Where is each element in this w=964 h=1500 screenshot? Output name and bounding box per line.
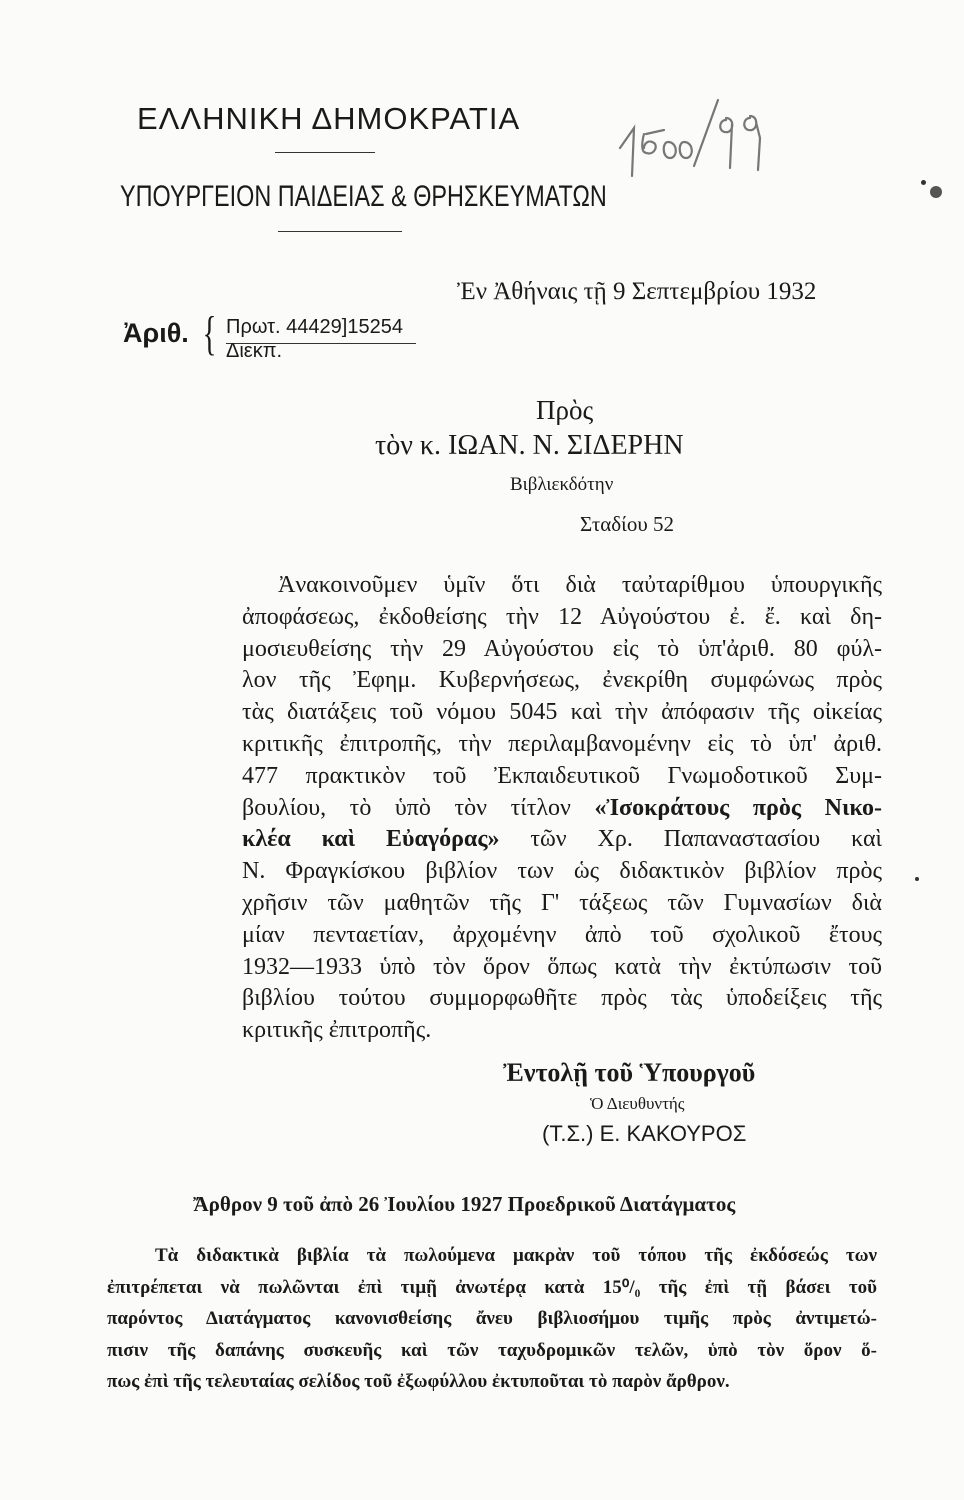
article-line: πισιν τῆς δαπάνης συσκευῆς καὶ τῶν ταχυδρομικῶν τελῶν, ὑπὸ τὸν ὅρον ὅ-	[107, 1339, 877, 1361]
book-title-part-2: κλέα καὶ Εὐαγόρας»	[242, 826, 500, 853]
body-line-with-title	[242, 824, 882, 856]
article-text	[107, 1240, 877, 1398]
reference-label: Ἀριθ.	[123, 318, 189, 348]
body-line: βιβλίου τούτου συμμορφωθῆτε πρὸς τὰς ὑποδείξεις τῆς	[242, 985, 882, 1012]
body-line: κριτικῆς ἐπιτροπῆς.	[242, 1017, 432, 1044]
body-line: χρῆσιν τῶν μαθητῶν τῆς Γ' τάξεως τῶν Γυμνασίων διὰ	[242, 889, 882, 916]
article-line: ἐπιτρέπεται νὰ πωλῶνται ἐπὶ τιμῇ ἀνωτέρᾳ κατὰ 15⁰/₀ τῆς ἐπὶ τῇ βάσει τοῦ	[107, 1276, 877, 1298]
director-title: Ὁ Διευθυντής	[590, 1094, 685, 1113]
body-text-segment: βουλίου, τὸ ὑπὸ τὸν τίτλον	[242, 794, 571, 821]
handwritten-file-number-drawing	[610, 78, 790, 178]
addressee-profession: Βιβλιεκδότην	[510, 474, 614, 495]
addressee-street: Σταδίου 52	[580, 512, 674, 536]
handwritten-file-number	[610, 78, 790, 178]
paper-speck	[915, 877, 919, 881]
body-line: μοσιευθείσης τὴν 29 Αὐγούστου εἰς τὸ ὑπ'ἀριθ. 80 φύλ-	[242, 635, 882, 662]
ministerial-order: Ἐντολῇ τοῦ Ὑπουργοῦ	[503, 1058, 756, 1087]
article-line: παρόντος Διατάγματος κανονισθείσης ἄνευ βιβλιοσήμου τιμῆς πρὸς ἀντιμετώ-	[107, 1308, 877, 1330]
addressee-name: τὸν κ. ΙΩΑΝ. Ν. ΣΙΔΕΡΗΝ	[375, 430, 684, 461]
body-line: 1932—1933 ὑπὸ τὸν ὅρον ὅπως κατὰ τὴν ἐκτύπωσιν τοῦ	[242, 953, 882, 980]
body-line: κριτικῆς ἐπιτροπῆς, τὴν περιλαμβανομένην εἰς τὸ ὑπ' ἀριθ.	[242, 730, 882, 757]
article-title: Ἄρθρον 9 τοῦ ἀπὸ 26 Ἰουλίου 1927 Προεδρικοῦ Διατάγματος	[193, 1192, 736, 1216]
protocol-number: Πρωτ. 44429]15254	[226, 316, 403, 338]
body-line: τὰς διατάξεις τοῦ νόμου 5045 καὶ τὴν ἀπόφασιν τῆς οἰκείας	[242, 699, 882, 726]
body-line: Ν. Φραγκίσκου βιβλίον των ὡς διδακτικὸν βιβλίον πρὸς	[242, 858, 882, 885]
article-line: πως ἐπὶ τῆς τελευταίας σελίδος τοῦ ἐξωφύλλου ἐκτυποῦται τὸ παρὸν ἄρθρον.	[107, 1371, 730, 1393]
paper-speck	[930, 186, 942, 198]
body-line: μίαν πενταετίαν, ἀρχομένην ἀπὸ τοῦ σχολικοῦ ἔτους	[242, 921, 882, 948]
body-line: 477 πρακτικὸν τοῦ Ἐκπαιδευτικοῦ Γνωμοδοτικοῦ Συμ-	[242, 762, 882, 789]
article-line: Τὰ διδακτικὰ βιβλία τὰ πωλούμενα μακρὰν τοῦ τόπου τῆς ἐκδόσεώς των	[155, 1245, 877, 1266]
body-line: Ἀνακοινοῦμεν ὑμῖν ὅτι διὰ ταὐταρίθμου ὑπουργικῆς	[278, 572, 882, 598]
republic-heading: ΕΛΛΗΝΙΚΗ ΔΗΜΟΚΡΑΤΙΑ	[137, 101, 521, 136]
body-line: λον τῆς Ἐφημ. Κυβερνήσεως, ἐνεκρίθη συμφώνως πρὸς	[242, 667, 882, 694]
book-title-part-1: «Ἰσοκράτους πρὸς Νικο-	[594, 794, 883, 821]
paper-speck	[921, 180, 926, 185]
letter-body	[242, 570, 882, 1047]
body-line-with-title	[242, 793, 882, 825]
divider-rule	[275, 152, 375, 153]
address-to: Πρὸς	[536, 395, 594, 425]
dispatch-number: Διεκπ.	[226, 340, 283, 362]
ministry-heading: ΥΠΟΥΡΓΕΙΟΝ ΠΑΙΔΕΙΑΣ & ΘΡΗΣΚΕΥΜΑΤΩΝ	[120, 180, 607, 213]
signature-block: (Τ.Σ.) Ε. ΚΑΚΟΥΡΟΣ	[542, 1121, 747, 1146]
body-line: ἀποφάσεως, ἐκδοθείσης τὴν 12 Αὐγούστου ἐ. ἔ. καὶ δη-	[242, 603, 882, 630]
reference-brace: {	[202, 307, 217, 360]
body-text-segment: τῶν Χρ. Παπαναστασίου καὶ	[530, 826, 882, 853]
divider-rule	[278, 231, 402, 232]
place-date-line: Ἐν Ἀθήναις τῇ 9 Σεπτεμβρίου 1932	[457, 278, 817, 305]
